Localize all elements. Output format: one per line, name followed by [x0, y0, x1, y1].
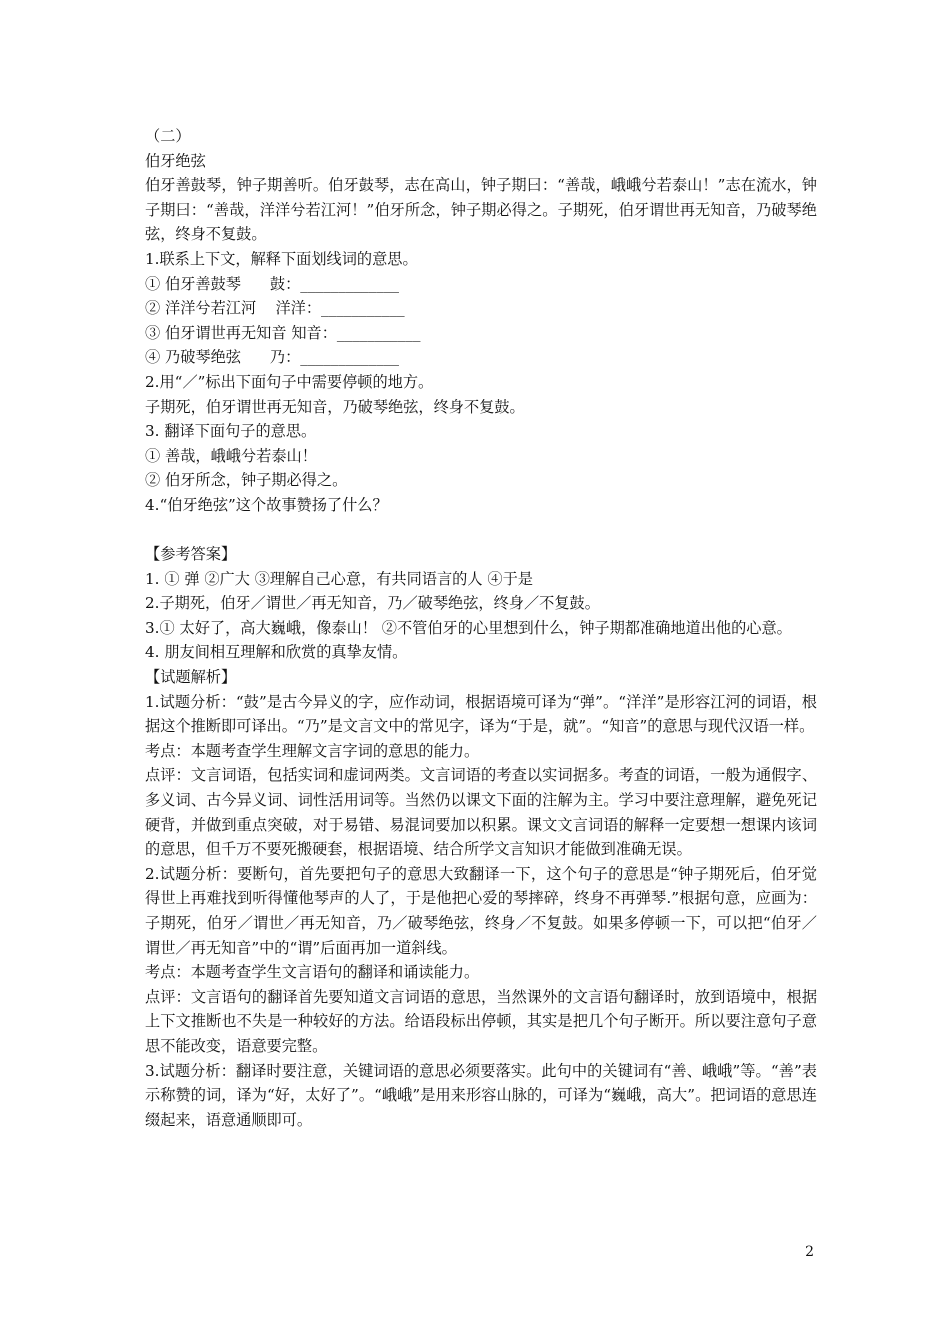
question-3-item: ② 伯牙所念，钟子期必得之。: [145, 471, 348, 490]
answers-heading: 【参考答案】: [145, 545, 237, 564]
question-1-item: ③ 伯牙谓世再无知音 知音：___________: [145, 323, 421, 342]
question-1-item: ④ 乃破琴绝弦 乃：_____________: [145, 348, 400, 367]
page-number: 2: [805, 1244, 814, 1260]
question-3-prompt: 3. 翻译下面句子的意思。: [145, 422, 317, 441]
question-3-item: ① 善哉，峨峨兮若泰山！: [145, 446, 317, 465]
answer-3: 3.① 太好了，高大巍峨，像泰山！ ②不管伯牙的心里想到什么，钟子期都准确地道出他的心意。: [145, 618, 792, 637]
analysis-1: 1.试题分析：“鼓”是古今异义的字，应作动词，根据语境可译为“弹”。“洋洋”是形容江河的词语，根据这个推断即可译出。“乃”是文言文中的常见字，译为“于是，就”。“知音”的意思与现代汉语一样。: [145, 692, 817, 736]
question-1-item: ② 洋洋兮若江河 洋洋：___________: [145, 299, 405, 318]
spacer: [145, 518, 817, 543]
document-page: [145, 124, 817, 1132]
analysis-2: 2.试题分析：要断句，首先要把句子的意思大致翻译一下，这个句子的意思是“钟子期死后，伯牙觉得世上再难找到听得懂他琴声的人了，于是他把心爱的琴摔碎，终身不再弹琴.”根据句意，应画为：子期死，伯牙／谓世／再无知音，乃／破琴绝弦，终身／不复鼓。如果多停顿一下，可以把“伯牙／谓世／再无知音”中的“谓”后面再加一道斜线。: [145, 864, 817, 957]
answer-2: 2.子期死，伯牙／谓世／再无知音，乃／破琴绝弦，终身／不复鼓。: [145, 594, 600, 613]
analysis-2-dianping: 点评：文言语句的翻译首先要知道文言词语的意思，当然课外的文言语句翻译时，放到语境中，根据上下文推断也不失是一种较好的方法。给语段标出停顿，其实是把几个句子断开。所以要注意句子意思不能改变，语意要完整。: [145, 987, 817, 1055]
analysis-heading: 【试题解析】: [145, 668, 237, 687]
answer-1: 1. ① 弹 ②广大 ③理解自己心意，有共同语言的人 ④于是: [145, 569, 533, 588]
section-label: （二）: [145, 127, 191, 145]
analysis-1-dianping: 点评：文言词语，包括实词和虚词两类。文言词语的考查以实词据多。考查的词语，一般为通假字、多义词、古今异义词、词性活用词等。当然仍以课文下面的注解为主。学习中要注意理解，避免死记硬背，并做到重点突破，对于易错、易混词要加以积累。课文文言词语的解释一定要想一想课内该词的意思，但千万不要死搬硬套，根据语境、结合所学文言知识才能做到准确无误。: [145, 766, 817, 859]
analysis-1-kaodian: 考点：本题考查学生理解文言字词的意思的能力。: [145, 741, 480, 760]
question-1-item: ① 伯牙善鼓琴 鼓：_____________: [145, 274, 400, 293]
passage-text: 伯牙善鼓琴，钟子期善听。伯牙鼓琴，志在高山，钟子期曰：“善哉，峨峨兮若泰山！”志在流水，钟子期曰：“善哉，洋洋兮若江河！”伯牙所念，钟子期必得之。子期死，伯牙谓世再无知音，乃破琴绝弦，终身不复鼓。: [145, 176, 817, 244]
passage-title: 伯牙绝弦: [145, 151, 206, 170]
answer-4: 4. 朋友间相互理解和欣赏的真挚友情。: [145, 643, 408, 662]
question-2-prompt: 2.用“／”标出下面句子中需要停顿的地方。: [145, 372, 434, 391]
analysis-2-kaodian: 考点：本题考查学生文言语句的翻译和诵读能力。: [145, 963, 480, 982]
analysis-3: 3.试题分析：翻译时要注意，关键词语的意思必须要落实。此句中的关键词有“善、峨峨”等。“善”表示称赞的词，译为“好，太好了”。“峨峨”是用来形容山脉的，可译为“巍峨，高大”。把词语的意思连缀起来，语意通顺即可。: [145, 1061, 817, 1129]
question-2-sentence: 子期死，伯牙谓世再无知音，乃破琴绝弦，终身不复鼓。: [145, 397, 525, 416]
question-4-prompt: 4.“伯牙绝弦”这个故事赞扬了什么？: [145, 495, 388, 514]
question-1-prompt: 1.联系上下文，解释下面划线词的意思。: [145, 249, 418, 268]
